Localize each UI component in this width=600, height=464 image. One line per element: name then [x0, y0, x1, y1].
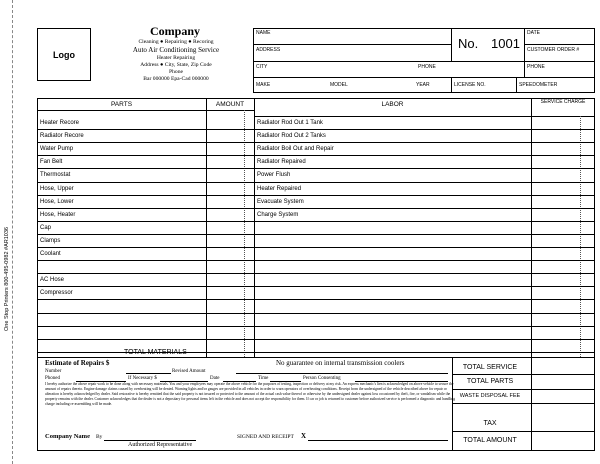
waste-disposal-label: WASTE DISPOSAL FEE	[459, 393, 521, 399]
parts-row-line	[37, 299, 254, 300]
parts-row-line	[37, 273, 254, 274]
service-title: Auto Air Conditioning Service	[132, 46, 220, 54]
parts-row-line	[37, 339, 254, 340]
license-line: Bar 000000 Epa-Cad 000000	[143, 76, 209, 82]
part-item: Fan Belt	[40, 159, 63, 165]
labor-row-line	[254, 234, 595, 235]
labor-header: LABOR	[381, 101, 404, 108]
signed-receipt-label: SIGNED AND RECEIPT	[237, 434, 294, 440]
estimate-title: Estimate of Repairs $	[45, 359, 110, 367]
labor-row-line	[254, 313, 595, 314]
customer-order-label: CUSTOMER ORDER #	[527, 47, 580, 53]
service-charge-header: SERVICE CHARGE	[540, 99, 586, 105]
make-label: MAKE	[256, 82, 271, 88]
city-label: CITY	[256, 64, 268, 70]
part-item: Radiator Recore	[40, 133, 84, 139]
part-item: Water Pump	[40, 146, 74, 152]
parts-row-line	[37, 155, 254, 156]
order-number: 1001	[491, 36, 520, 51]
signature-line[interactable]	[308, 440, 448, 441]
name-label: NAME	[256, 30, 271, 36]
amount-header: AMOUNT	[215, 101, 245, 108]
date-label: DATE	[527, 30, 540, 36]
authorized-rep-label: Authorized Representative	[128, 442, 193, 448]
part-item: Hose, Upper	[40, 186, 74, 192]
address-line: Address ● City, State, Zip Code	[140, 62, 212, 68]
part-item: Hose, Lower	[40, 199, 74, 205]
order-phone-label: PHONE	[527, 64, 545, 70]
part-item: Cap	[40, 225, 52, 231]
parts-row-line	[37, 260, 254, 261]
heater-line: Heater Repairing	[156, 55, 196, 61]
part-item: Coolant	[40, 251, 61, 257]
revised-amount-label: Revised Amount	[172, 369, 206, 374]
model-label: MODEL	[330, 82, 348, 88]
labor-row-line	[254, 273, 595, 274]
total-parts-label: TOTAL PARTS	[466, 378, 514, 385]
tax-label: TAX	[483, 420, 497, 427]
labor-row-line	[254, 299, 595, 300]
part-item: AC Hose	[40, 277, 65, 283]
total-materials-label: TOTAL MATERIALS	[124, 349, 187, 356]
date-field-label: Date	[210, 376, 220, 381]
speedometer-label: SPEEDOMETER	[519, 82, 558, 88]
phone-line: Phone	[169, 69, 183, 75]
labor-item: Radiator Rod Out 2 Tanks	[257, 133, 326, 139]
parts-row-line	[37, 247, 254, 248]
labor-item: Radiator Repaired	[257, 159, 306, 165]
time-field-label: Time	[258, 376, 269, 381]
labor-row-line	[254, 195, 595, 196]
logo-placeholder: Logo	[37, 28, 91, 81]
year-label: YEAR	[416, 82, 430, 88]
if-necessary-label: If Necessary $	[128, 376, 157, 381]
total-service-label: TOTAL SERVICE	[462, 364, 518, 371]
transmission-note: No guarantee on internal transmission coolers	[276, 359, 405, 367]
company-name-signature: Company Name	[45, 433, 90, 440]
labor-item: Heater Repaired	[257, 186, 302, 192]
labor-row-line	[254, 260, 595, 261]
printer-credit: One Stop Printers 800-495-0982 #AR1036	[4, 227, 10, 331]
phoned-label: Phoned	[45, 376, 60, 381]
labor-row-line	[254, 168, 595, 169]
labor-item: Evacuate System	[257, 199, 304, 205]
parts-row-line	[37, 234, 254, 235]
tear-line	[12, 0, 13, 464]
part-item: Clamps	[40, 238, 61, 244]
labor-row-line	[254, 352, 595, 353]
parts-row-line	[37, 221, 254, 222]
labor-row-line	[254, 221, 595, 222]
phone-label: PHONE	[418, 64, 436, 70]
part-item: Heater Recore	[40, 120, 80, 126]
person-consenting-label: Person Consenting	[303, 376, 341, 381]
labor-item: Radiator Rod Out 1 Tank	[257, 120, 323, 126]
parts-row-line	[37, 326, 254, 327]
parts-row-line	[37, 313, 254, 314]
part-item: Thermostat	[40, 172, 71, 178]
authorization-terms: I hereby authorize the above repair work to be done along with necessary materials. You and your employees may operate the above vehicle for the purposes of testing, inspection or delivery at my risk. An express mechanic's lien is acknowledged on above vehicle to secure the amount of repairs thereto. Engine damage claims caused by overheating will be denied. Warning lights and/or gauges are provided in all vehicles in order to warn operators of overheating conditions. Receipt from the undersigned of the vehicle described above for repair or alteration is hereby acknowledged by dealer. Said restorative is hereby remitted that the said property is not insured or protected to the amount of the actual cash value thereof or otherwise by the undersigned dealer against loss occasioned by theft, fire, or vandalism while the property remains with the dealer. Customer acknowledges that the dealer is not a depositary for personal items left in the vehicle and does not accept the responsibility for them. If car or job is returned to customer before authorized service is performed a diagnostic and handling charge including re-assembling will be made.	[45, 382, 456, 406]
license-label: LICENSE NO.	[454, 82, 486, 88]
labor-row-line	[254, 339, 595, 340]
company-name: Company	[149, 24, 200, 38]
by-label: By	[96, 434, 103, 440]
total-amount-label: TOTAL AMOUNT	[463, 437, 517, 444]
part-item: Compressor	[40, 290, 73, 296]
address-label: ADDRESS	[256, 47, 281, 53]
labor-row-line	[254, 247, 595, 248]
labor-item: Radiator Boil Out and Repair	[257, 146, 334, 152]
signature-x: X	[301, 432, 307, 440]
parts-header: PARTS	[110, 101, 133, 108]
labor-row-line	[254, 326, 595, 327]
labor-row-line	[254, 286, 595, 287]
labor-row-line	[254, 208, 595, 209]
labor-row-line	[254, 182, 595, 183]
labor-item: Charge System	[257, 212, 299, 218]
part-item: Hose, Heater	[40, 212, 76, 218]
number-label: Number	[45, 369, 62, 374]
labor-item: Power Flush	[257, 172, 291, 178]
order-number-label: No.	[458, 36, 479, 51]
services-line: Cleaning ● Repairing ● Recoring	[138, 39, 214, 45]
